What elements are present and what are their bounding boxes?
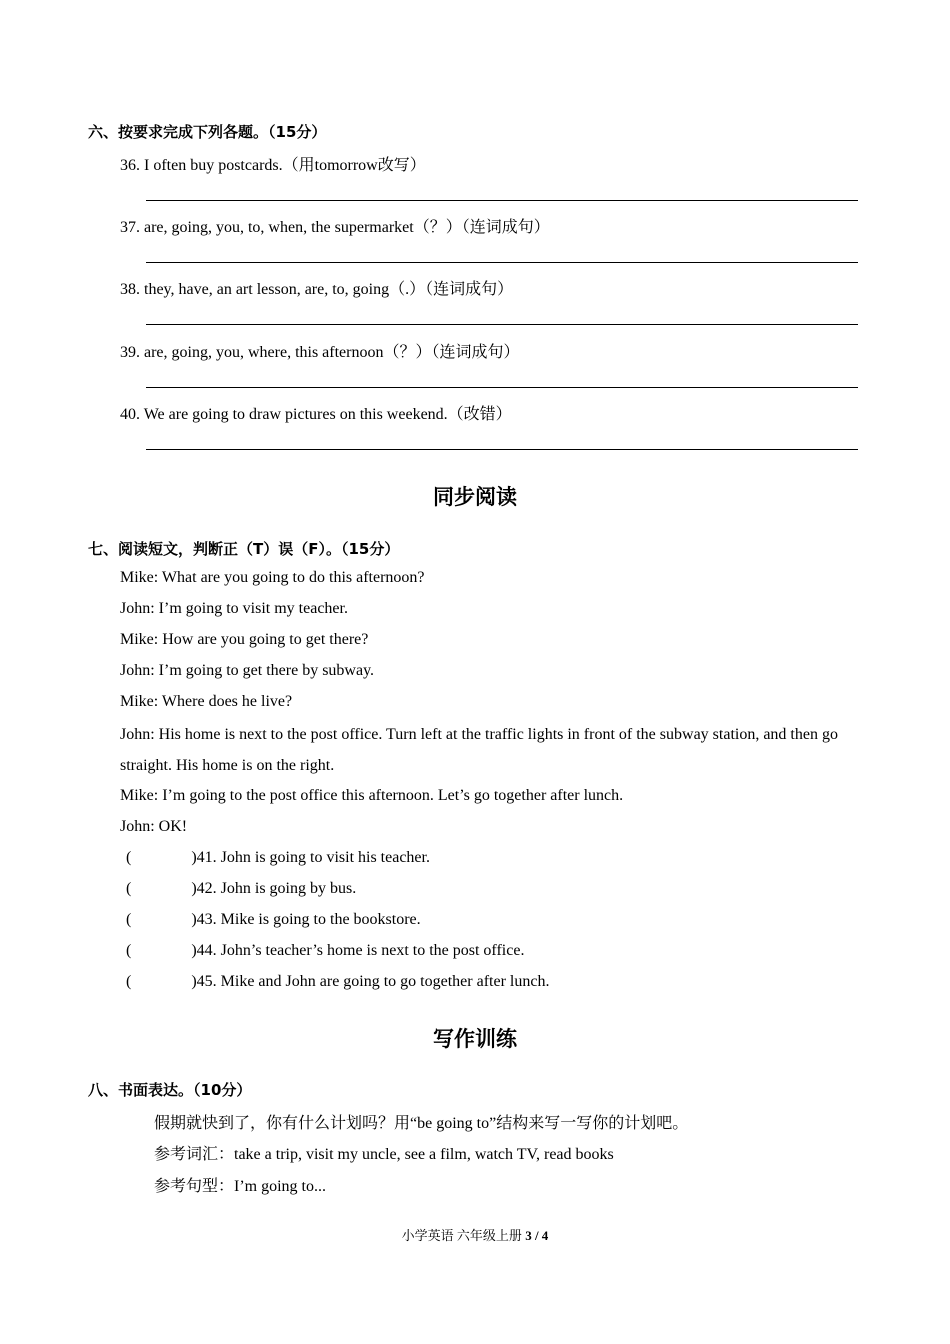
writing-prompt: 假期就快到了，你有什么计划吗？用“be going to”结构来写一写你的计划吧。: [154, 1115, 689, 1132]
page-number: 3 / 4: [525, 1228, 549, 1243]
answer-line-38[interactable]: [146, 324, 858, 325]
question-36: 36. I often buy postcards.（用tomorrow改写）: [120, 157, 426, 174]
judgement-row: [126, 973, 549, 991]
dialogue-line: John: OK!: [120, 818, 188, 835]
judgement-text: 43. Mike is going to the bookstore.: [196, 911, 421, 928]
question-38: 38. they, have, an art lesson, are, to, going（.）（连词成句）: [120, 281, 514, 298]
judgement-text: 44. John’s teacher’s home is next to the post office.: [196, 942, 525, 959]
dialogue-line: Mike: What are you going to do this afternoon?: [120, 569, 425, 586]
answer-line-37[interactable]: [146, 262, 858, 263]
section-7-heading: 七、阅读短文，判断正（T）误（F）。（15分）: [88, 540, 400, 558]
dialogue-line: Mike: How are you going to get there?: [120, 631, 369, 648]
answer-line-36[interactable]: [146, 200, 858, 201]
judgement-text: 41. John is going to visit his teacher.: [196, 849, 430, 866]
question-40: 40. We are going to draw pictures on this weekend.（改错）: [120, 406, 512, 423]
answer-paren-close[interactable]: ): [191, 880, 197, 897]
footer-text: 小学英语 六年级上册: [401, 1228, 526, 1243]
question-39: 39. are, going, you, where, this afternoon（？）（连词成句）: [120, 344, 520, 361]
answer-line-39[interactable]: [146, 387, 858, 388]
answer-paren-open[interactable]: (: [126, 849, 132, 866]
answer-paren-open[interactable]: (: [126, 973, 132, 990]
dialogue-line: John: I’m going to get there by subway.: [120, 662, 375, 679]
answer-line-40[interactable]: [146, 449, 858, 450]
page-footer: [0, 1225, 950, 1244]
reading-title: 同步阅读: [433, 485, 517, 509]
judgement-row: [126, 880, 356, 898]
answer-paren-close[interactable]: ): [191, 911, 197, 928]
judgement-text: 45. Mike and John are going to go together after lunch.: [196, 973, 550, 990]
answer-paren-close[interactable]: ): [191, 973, 197, 990]
section-6-heading: 六、按要求完成下列各题。（15分）: [88, 123, 327, 141]
question-37: 37. are, going, you, to, when, the supermarket（？）（连词成句）: [120, 219, 550, 236]
answer-paren-close[interactable]: ): [191, 849, 197, 866]
answer-paren-open[interactable]: (: [126, 880, 132, 897]
reference-pattern: 参考句型：I’m going to...: [154, 1178, 326, 1195]
dialogue-line-long: John: His home is next to the post office. Turn left at the traffic lights in front of the subway station, and then go straight. His home is on the right.: [120, 726, 838, 774]
writing-title: 写作训练: [433, 1027, 517, 1051]
answer-paren-open[interactable]: (: [126, 911, 132, 928]
judgement-row: [126, 911, 421, 929]
dialogue-line: John: I’m going to visit my teacher.: [120, 600, 348, 617]
answer-paren-close[interactable]: ): [191, 942, 197, 959]
section-8-heading: 八、书面表达。（10分）: [88, 1081, 252, 1099]
judgement-row: [126, 849, 430, 867]
judgement-text: 42. John is going by bus.: [196, 880, 357, 897]
judgement-row: [126, 942, 524, 960]
dialogue-line: Mike: I’m going to the post office this afternoon. Let’s go together after lunch.: [120, 787, 624, 804]
reference-vocab: 参考词汇：take a trip, visit my uncle, see a film, watch TV, read books: [154, 1146, 614, 1163]
dialogue-line: Mike: Where does he live?: [120, 693, 293, 710]
answer-paren-open[interactable]: (: [126, 942, 132, 959]
